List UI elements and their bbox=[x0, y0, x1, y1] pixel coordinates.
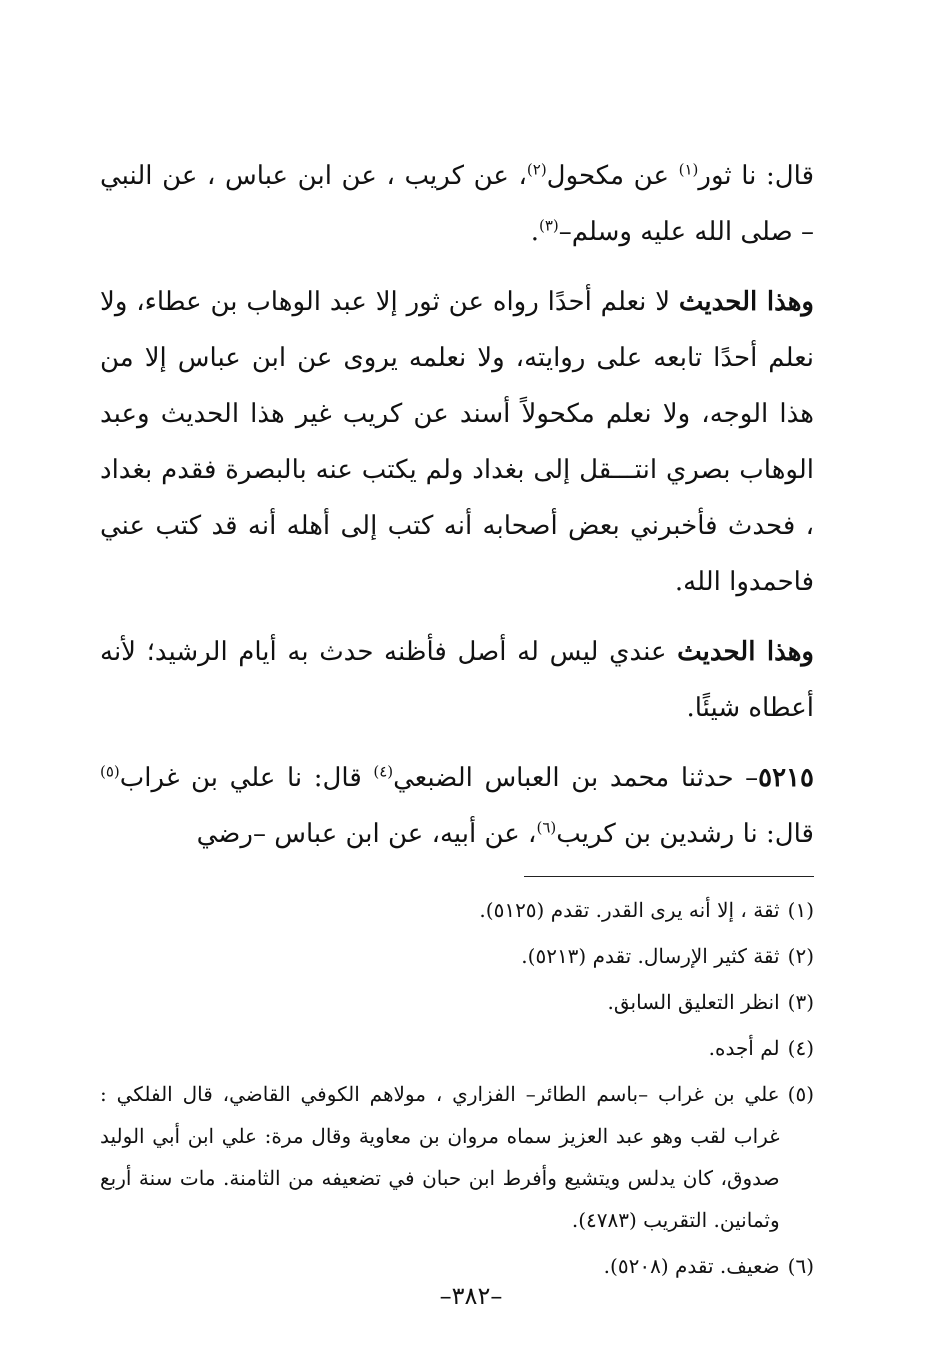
footnote-divider bbox=[524, 876, 814, 877]
footnote-text: لم أجده. bbox=[708, 1036, 780, 1060]
footnote-5 bbox=[100, 1073, 814, 1241]
bold-lead: وهذا الحديث bbox=[678, 287, 814, 317]
footnote-3 bbox=[100, 981, 814, 1023]
footnote-number: (١) bbox=[787, 898, 814, 922]
footnote-ref: (٣) bbox=[538, 216, 559, 235]
footnote-number: (٥) bbox=[787, 1082, 814, 1106]
footnotes bbox=[100, 889, 814, 1287]
footnote-number: (٤) bbox=[787, 1036, 814, 1060]
footnote-6 bbox=[100, 1245, 814, 1287]
text-run: ، عن كريب ، عن ابن عباس ، عن النبي – صلى الله عليه وسلم– bbox=[100, 161, 814, 247]
hadith-number: ٥٢١٥ bbox=[758, 763, 814, 793]
footnote-number: (٣) bbox=[787, 990, 814, 1014]
footnote-text: ثقة ، إلا أنه يرى القدر. تقدم (٥١٢٥). bbox=[479, 898, 780, 922]
footnote-1 bbox=[100, 889, 814, 931]
paragraph-hadith-5215 bbox=[100, 750, 814, 862]
text-run: . bbox=[530, 217, 539, 247]
page-number: –٣٨٢– bbox=[439, 1282, 503, 1310]
footnote-2 bbox=[100, 935, 814, 977]
text-run: قال: نا ثور bbox=[698, 161, 814, 191]
footnote-ref: (٦) bbox=[536, 818, 557, 837]
footnote-text: علي بن غراب –باسم الطائر– الفزاري ، مولاهم الكوفي القاضي، قال الفلكي : غراب لقب وهو عبد العزيز سماه مروان بن معاوية وقال مرة: علي ابن أبي الوليد صدوق، كان يدلس ويتشيع وأفرط ابن حبان في تضعيفه من الثامنة. مات سنة أربع وثمانين. التقريب (٤٧٨٣). bbox=[100, 1082, 780, 1232]
footnote-number: (٢) bbox=[787, 944, 814, 968]
text-run: عن مكحول bbox=[546, 161, 679, 191]
text-run: لا نعلم أحدًا رواه عن ثور إلا عبد الوهاب بن عطاء، ولا نعلم أحدًا تابعه على روايته، ولا نعلمه يروى عن ابن عباس إلا من هذا الوجه، ولا نعلم مكحولاً أسند عن كريب غير هذا الحديث وعبد الوهاب بصري انتـــقل إلى بغداد ولم يكتب عنه بالبصرة فقدم بغداد ، فحدث فأخبرني بعض أصحابه أنه كتب إلى أهله أنه قد كتب عني فاحمدوا الله. bbox=[100, 287, 814, 597]
text-run: ، عن أبيه، عن ابن عباس –رضي bbox=[196, 819, 537, 849]
footnote-text: ثقة كثير الإرسال. تقدم (٥٢١٣). bbox=[521, 944, 780, 968]
text-run: قال: نا رشدين بن كريب bbox=[556, 819, 814, 849]
main-text bbox=[100, 148, 814, 1291]
text-run: عندي ليس له أصل فأظنه حدث به أيام الرشيد؛ لأنه أعطاه شيئًا. bbox=[100, 637, 814, 723]
footnote-ref: (٤) bbox=[373, 762, 394, 781]
footnote-ref: (٥) bbox=[100, 762, 120, 781]
footnote-text: ضعيف. تقدم (٥٢٠٨). bbox=[603, 1254, 780, 1278]
text-run: – حدثنا محمد بن العباس الضبعي bbox=[393, 763, 759, 793]
bold-lead: وهذا الحديث bbox=[677, 637, 814, 667]
footnote-ref: (١) bbox=[678, 160, 699, 179]
footnote-text: انظر التعليق السابق. bbox=[607, 990, 780, 1014]
paragraph-commentary-1 bbox=[100, 274, 814, 610]
footnote-ref: (٢) bbox=[526, 160, 547, 179]
footnote-number: (٦) bbox=[787, 1254, 814, 1278]
paragraph-isnad bbox=[100, 148, 814, 260]
paragraph-commentary-2 bbox=[100, 624, 814, 736]
footnote-4 bbox=[100, 1027, 814, 1069]
text-run: قال: نا علي بن غراب bbox=[119, 763, 374, 793]
